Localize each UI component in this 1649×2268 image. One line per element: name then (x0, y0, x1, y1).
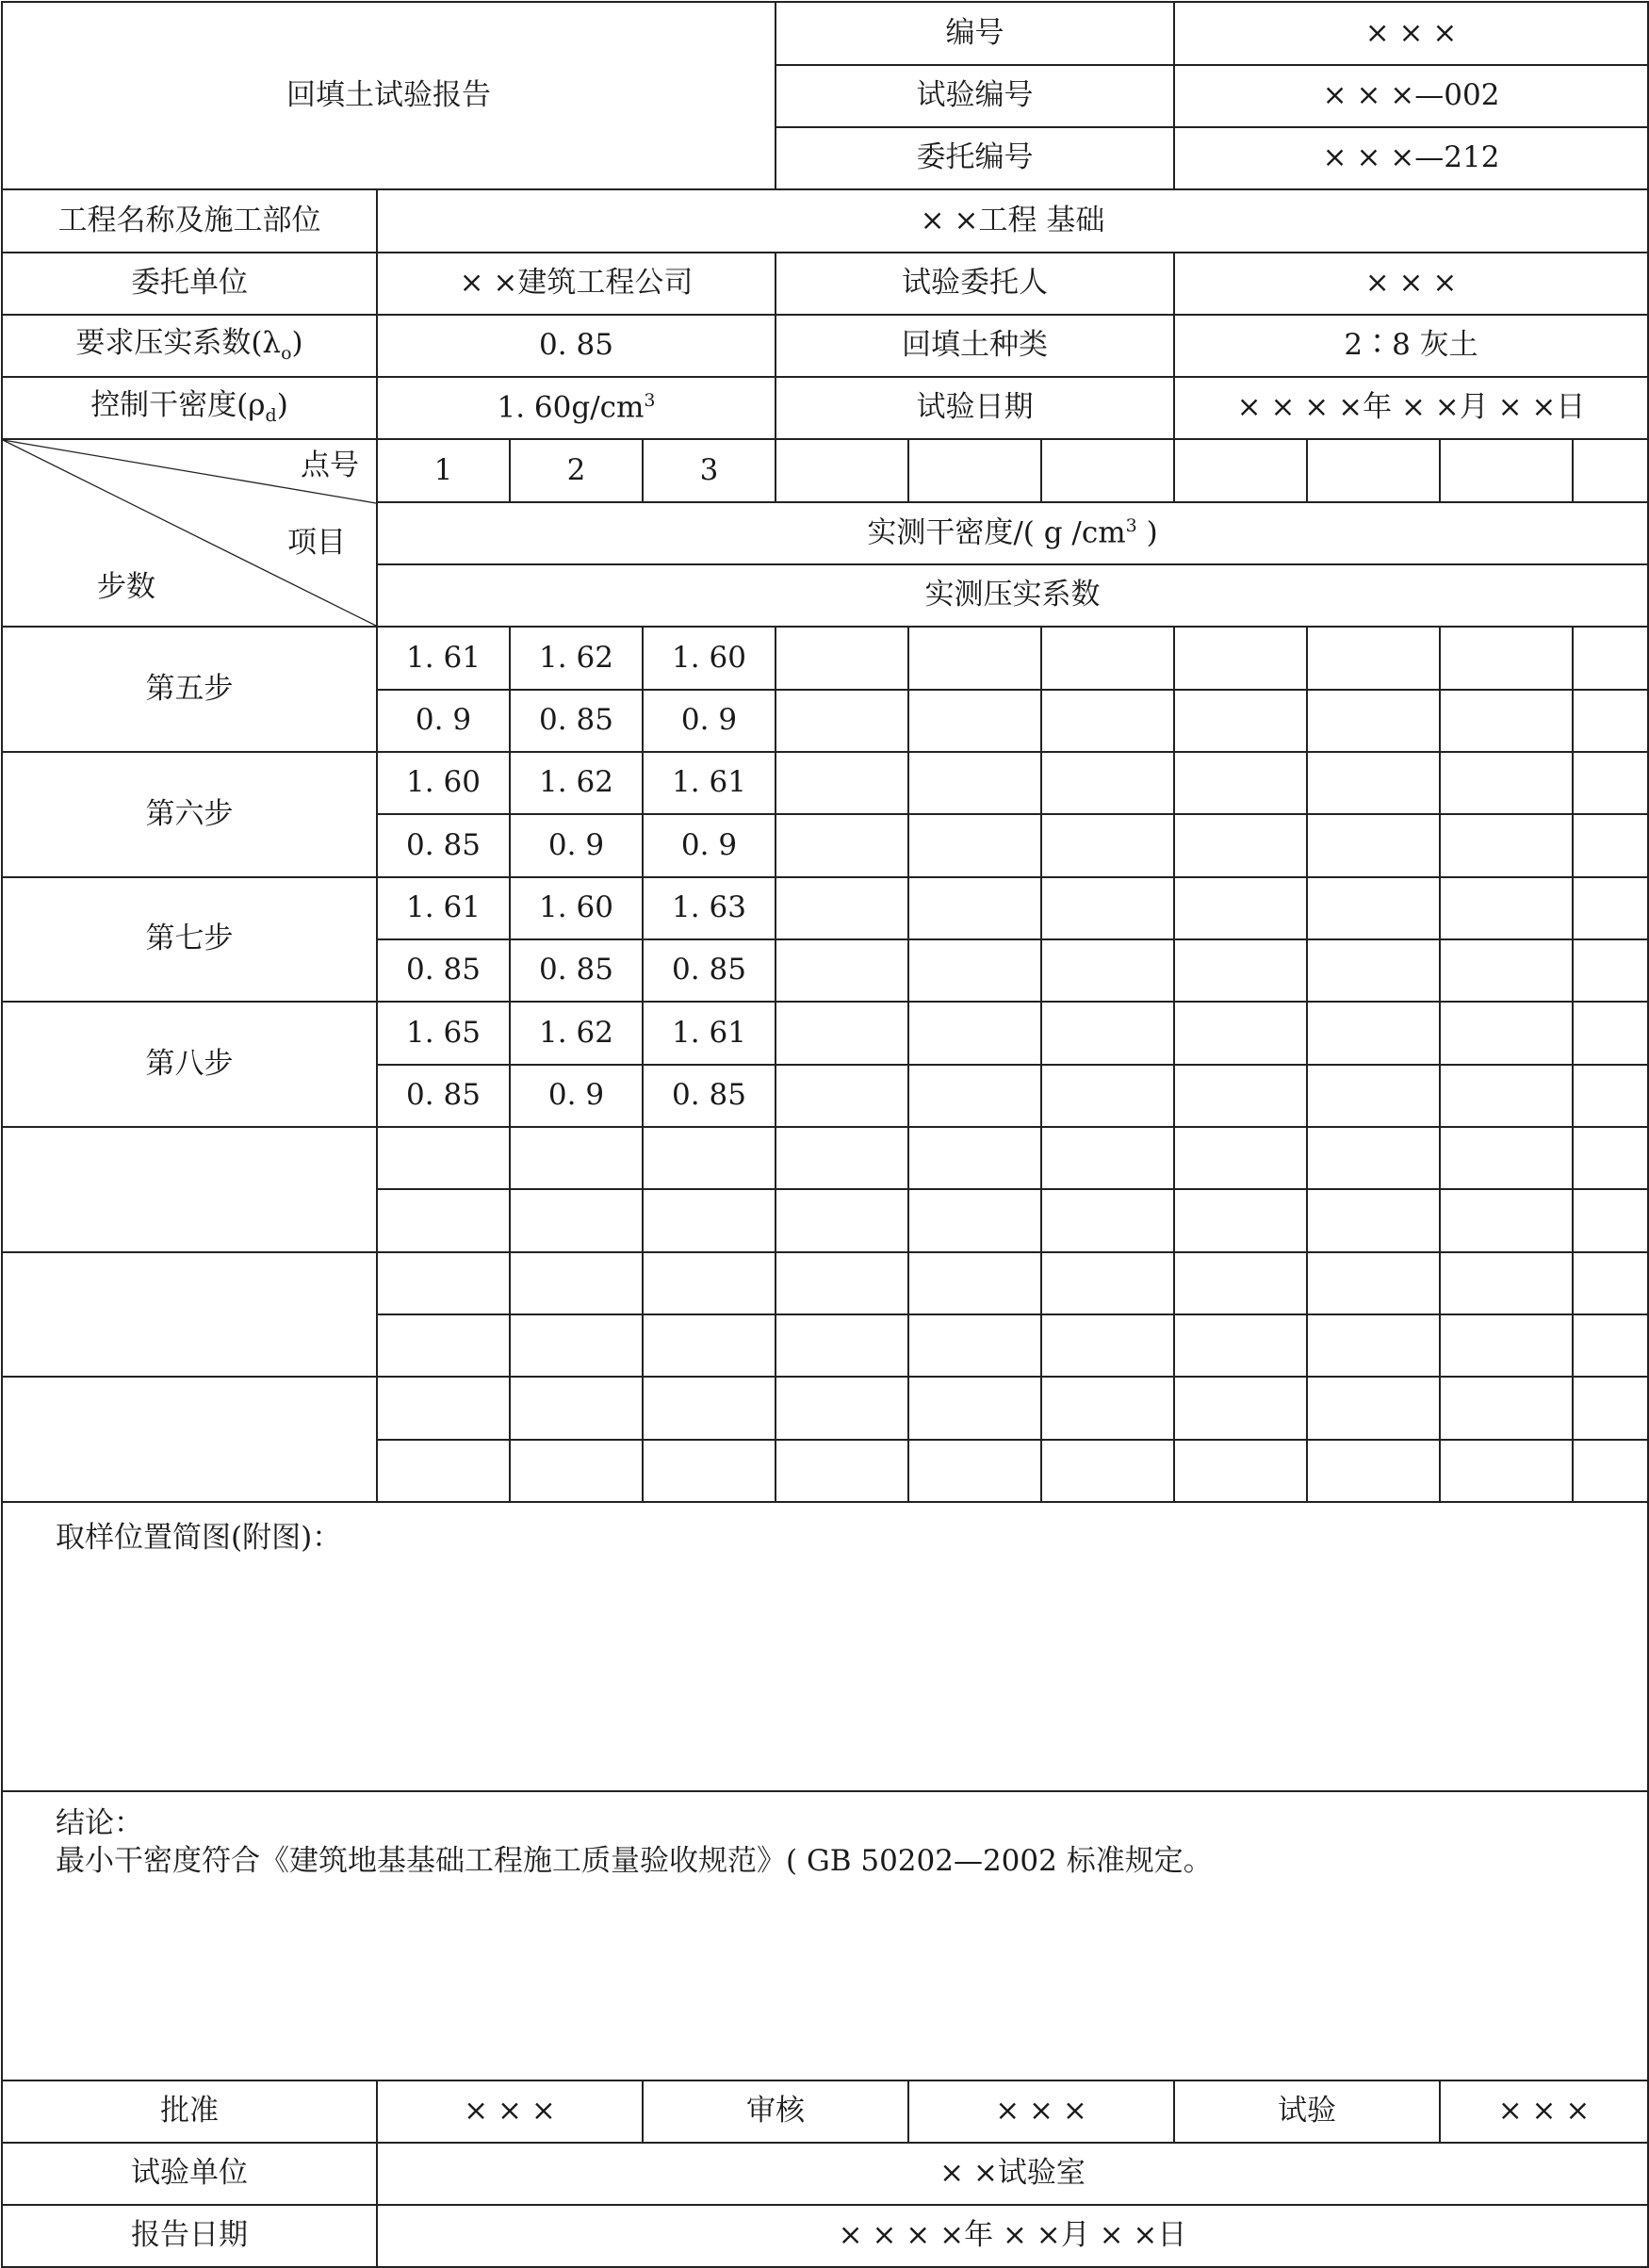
entrust-no-value: × × ×—212 (1174, 127, 1648, 189)
step-name: 第七步 (2, 877, 377, 1002)
report-title: 回填土试验报告 (2, 2, 776, 189)
density-cell: 1. 61 (643, 1002, 776, 1065)
density-header: 实测干密度/( g $/cm^3$ ) (377, 502, 1648, 564)
control-density-value: 1. $60g/cm^3$ (377, 377, 776, 439)
lab-value: × ×试验室 (377, 2143, 1648, 2205)
test-date-value: × × × ×年 × ×月 × ×日 (1174, 377, 1648, 439)
no-value: × × × (1174, 2, 1648, 65)
soil-type-value: 2∶8 灰土 (1174, 315, 1648, 377)
entruster-label: 试验委托人 (776, 253, 1174, 315)
empty-step-cell (2, 1252, 377, 1377)
project-value: × ×工程 基础 (377, 189, 1648, 253)
entrust-unit-label: 委托单位 (2, 253, 377, 315)
no-label: 编号 (776, 2, 1174, 65)
entrust-unit-value: × ×建筑工程公司 (377, 253, 776, 315)
density-cell: 1. 60 (377, 752, 510, 814)
item-label: 项目 (287, 526, 346, 560)
density-cell: 1. 61 (377, 627, 510, 690)
steps-label: 步数 (97, 570, 155, 605)
lab-label: 试验单位 (2, 2143, 377, 2205)
empty-step-cell (2, 1127, 377, 1252)
test-no-label: 试验编号 (776, 65, 1174, 127)
density-cell: 1. 63 (643, 877, 776, 939)
entrust-no-label: 委托编号 (776, 127, 1174, 189)
approve-value: × × × (377, 2080, 643, 2143)
backfill-test-report-table (1, 1, 1649, 2268)
review-label: 审核 (643, 2080, 908, 2143)
coef-cell: 0. 85 (377, 1065, 510, 1127)
required-coef-label: 要求压实系数$(\lambda_o)$ (2, 315, 377, 377)
test-no-value: × × ×—002 (1174, 65, 1648, 127)
conclusion-label: 结论： (56, 1806, 143, 1840)
coef-cell: 0. 9 (643, 814, 776, 877)
density-cell: 1. 60 (510, 877, 643, 939)
coef-cell: 0. 85 (377, 939, 510, 1002)
point-1: 1 (377, 439, 510, 502)
coef-cell: 0. 85 (643, 1065, 776, 1127)
point-2: 2 (510, 439, 643, 502)
coef-cell: 0. 85 (377, 814, 510, 877)
test-date-label: 试验日期 (776, 377, 1174, 439)
report-date-value: × × × ×年 × ×月 × ×日 (377, 2205, 1648, 2267)
density-cell: 1. 61 (377, 877, 510, 939)
required-coef-value: 0. 85 (377, 315, 776, 377)
tester-value: × × × (1440, 2080, 1648, 2143)
approve-label: 批准 (2, 2080, 377, 2143)
density-cell: 1. 62 (510, 1002, 643, 1065)
coef-cell: 0. 9 (510, 814, 643, 877)
step-name: 第六步 (2, 752, 377, 877)
density-cell: 1. 60 (643, 627, 776, 690)
coef-cell: 0. 9 (377, 690, 510, 752)
project-label: 工程名称及施工部位 (2, 189, 377, 253)
point-3: 3 (643, 439, 776, 502)
empty-step-cell (2, 1377, 377, 1502)
coef-cell: 0. 85 (643, 939, 776, 1002)
coef-cell: 0. 9 (643, 690, 776, 752)
coef-cell: 0. 85 (510, 690, 643, 752)
diagonal-header-cell (2, 439, 377, 627)
density-cell: 1. 62 (510, 752, 643, 814)
sampling-sketch-label: 取样位置简图(附图)： (56, 1521, 342, 1555)
tester-label: 试验 (1174, 2080, 1440, 2143)
step-name: 第八步 (2, 1002, 377, 1127)
density-cell: 1. 62 (510, 627, 643, 690)
conclusion-area (2, 1791, 1648, 2080)
control-density-label: 控制干密度$(\rho_d)$ (2, 377, 377, 439)
point-no-label: 点号 (301, 449, 359, 482)
soil-type-label: 回填土种类 (776, 315, 1174, 377)
coef-cell: 0. 9 (510, 1065, 643, 1127)
coef-header: 实测压实系数 (377, 564, 1648, 627)
density-cell: 1. 61 (643, 752, 776, 814)
conclusion-text: 最小干密度符合《建筑地基基础工程施工质量验收规范》( GB 50202—2002 标准规定。 (56, 1843, 1213, 1878)
coef-cell: 0. 85 (510, 939, 643, 1002)
entruster-value: × × × (1174, 253, 1648, 315)
density-cell: 1. 65 (377, 1002, 510, 1065)
sampling-sketch-area (2, 1502, 1648, 1791)
step-name: 第五步 (2, 627, 377, 752)
review-value: × × × (908, 2080, 1174, 2143)
report-date-label: 报告日期 (2, 2205, 377, 2267)
